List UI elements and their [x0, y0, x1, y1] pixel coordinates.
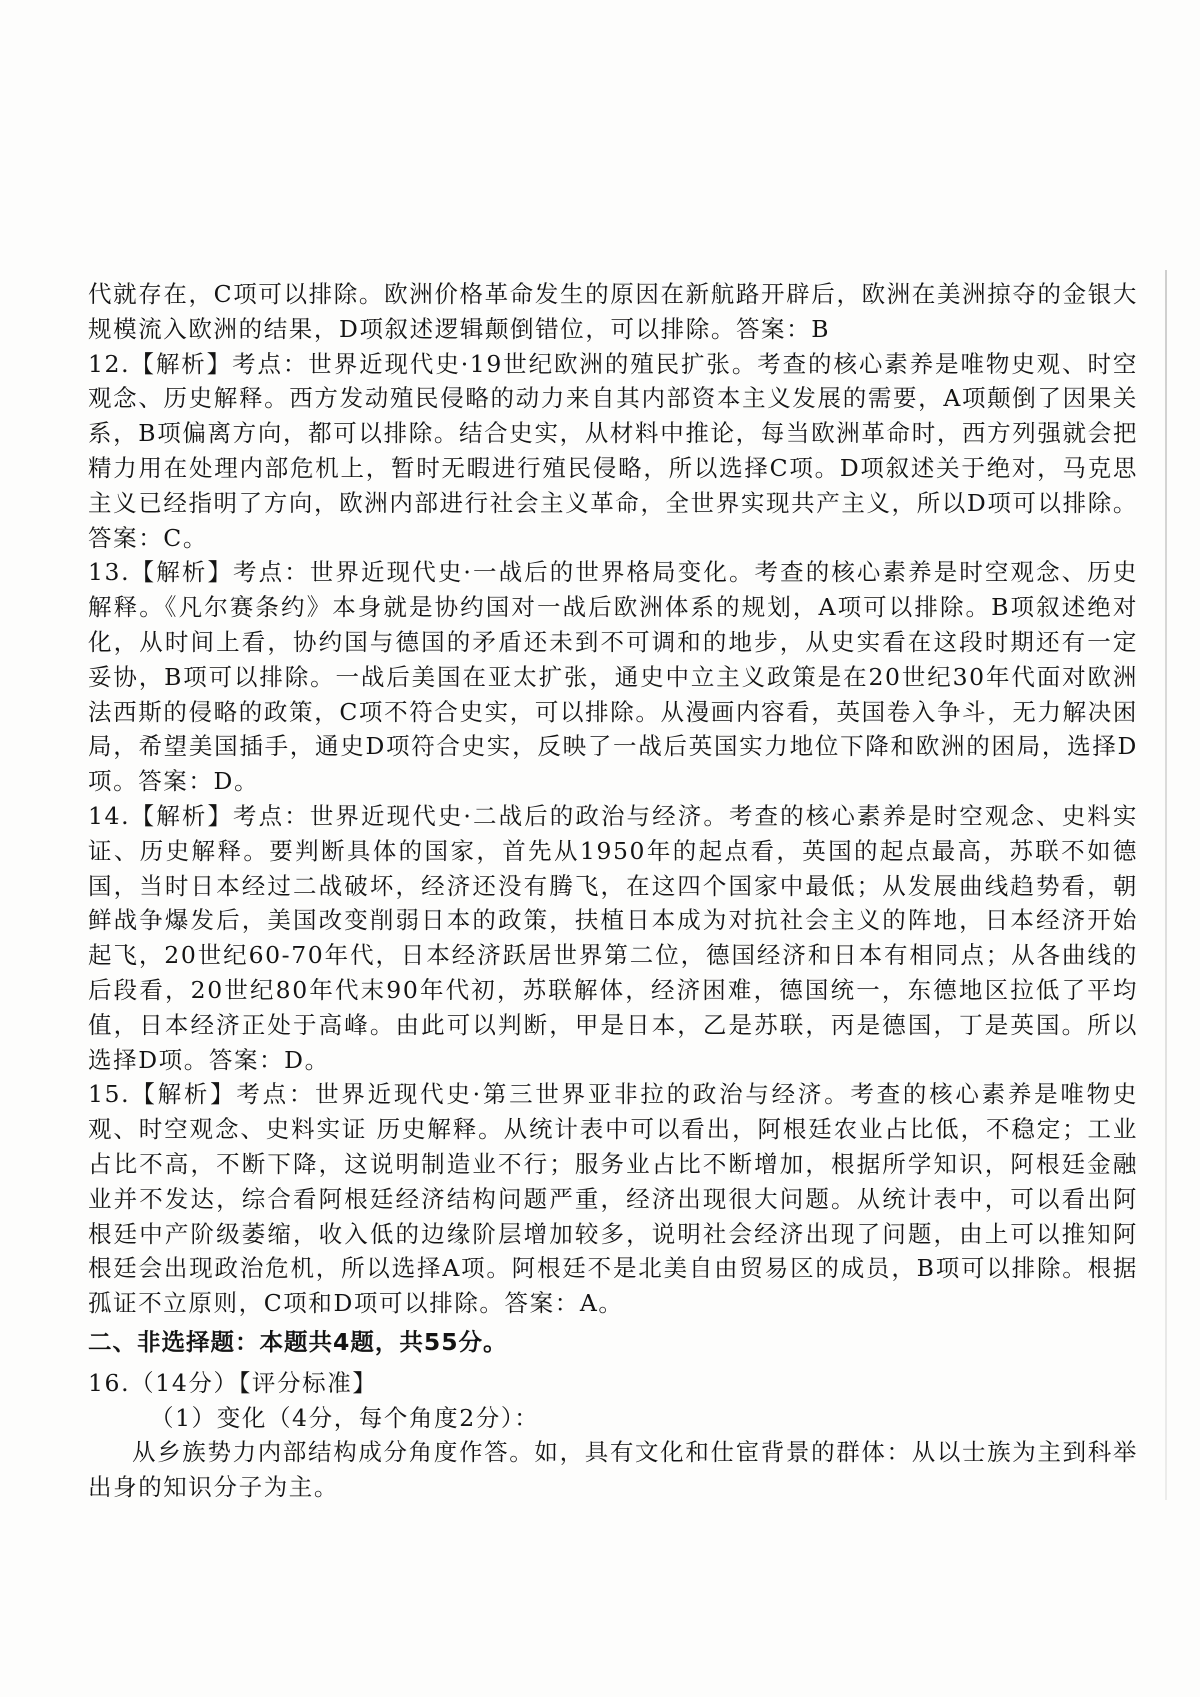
answer-12: 12.【解析】考点：世界近现代史·19世纪欧洲的殖民扩张。考查的核心素养是唯物史观、时空观念、历史解释。西方发动殖民侵略的动力来自其内部资本主义发展的需要，A项颠倒了因果关系，B项偏离方向，都可以排除。结合史实，从材料中推论，每当欧洲革命时，西方列强就会把精力用在处理内部危机上，暂时无暇进行殖民侵略，所以选择C项。D项叙述关于绝对，马克思主义已经指明了方向，欧洲内部进行社会主义革命，全世界实现共产主义，所以D项可以排除。答案：C。: [88, 349, 1138, 552]
answer-11-continued: 代就存在，C项可以排除。欧洲价格革命发生的原因在新航路开辟后，欧洲在美洲掠夺的金银大规模流入欧洲的结果，D项叙述逻辑颠倒错位，可以排除。答案：B: [88, 280, 1138, 343]
answer-13: 13.【解析】考点：世界近现代史·一战后的世界格局变化。考查的核心素养是时空观念、历史解释。《凡尔赛条约》本身就是协约国对一战后欧洲体系的规划，A项可以排除。B项叙述绝对化，从时间上看，协约国与德国的矛盾还未到不可调和的地步，从史实看在这段时期还有一定妥协，B项可以排除。一战后美国在亚太扩张，通史中立主义政策是在20世纪30年代面对欧洲法西斯的侵略的政策，C项不符合史实，可以排除。从漫画内容看，英国卷入争斗，无力解决困局，希望美国插手，通史D项符合史实，反映了一战后英国实力地位下降和欧洲的困局，选择D项。答案：D。: [88, 558, 1138, 796]
scan-edge-line: [1165, 270, 1167, 1500]
q16-body: 从乡族势力内部结构成分角度作答。如，具有文化和仕宦背景的群体：从以士族为主到科举出身的知识分子为主。: [88, 1438, 1138, 1502]
q16-heading: 16.（14分）【评分标准】: [88, 1368, 378, 1397]
answer-content: [88, 277, 1138, 1505]
section-heading: 二、非选择题：本题共4题，共55分。: [88, 1327, 508, 1356]
answer-15: 15.【解析】考点：世界近现代史·第三世界亚非拉的政治与经济。考查的核心素养是唯物史观、时空观念、史料实证 历史解释。从统计表中可以看出，阿根廷农业占比低，不稳定；工业占比不高，不断下降，这说明制造业不行；服务业占比不断增加，根据所学知识，阿根廷金融业并不发达，综合看阿根廷经济结构问题严重，经济出现很大问题。从统计表中，可以看出阿根廷中产阶级萎缩，收入低的边缘阶层增加较多，说明社会经济出现了问题，由上可以推知阿根廷会出现政治危机，所以选择A项。阿根廷不是北美自由贸易区的成员，B项可以排除。根据孤证不立原则，C项和D项可以排除。答案：A。: [88, 1080, 1138, 1318]
q16-sub1: （1）变化（4分，每个角度2分）：: [150, 1403, 540, 1432]
answer-14: 14.【解析】考点：世界近现代史·二战后的政治与经济。考查的核心素养是时空观念、史料实证、历史解释。要判断具体的国家，首先从1950年的起点看，英国的起点最高，苏联不如德国，当时日本经过二战破坏，经济还没有腾飞，在这四个国家中最低；从发展曲线趋势看，朝鲜战争爆发后，美国改变削弱日本的政策，扶植日本成为对抗社会主义的阵地，日本经济开始起飞，20世纪60-70年代，日本经济跃居世界第二位，德国经济和日本有相同点；从各曲线的后段看，20世纪80年代末90年代初，苏联解体，经济困难，德国统一，东德地区拉低了平均值，日本经济正处于高峰。由此可以判断，甲是日本，乙是苏联，丙是德国，丁是英国。所以选择D项。答案：D。: [88, 801, 1138, 1074]
